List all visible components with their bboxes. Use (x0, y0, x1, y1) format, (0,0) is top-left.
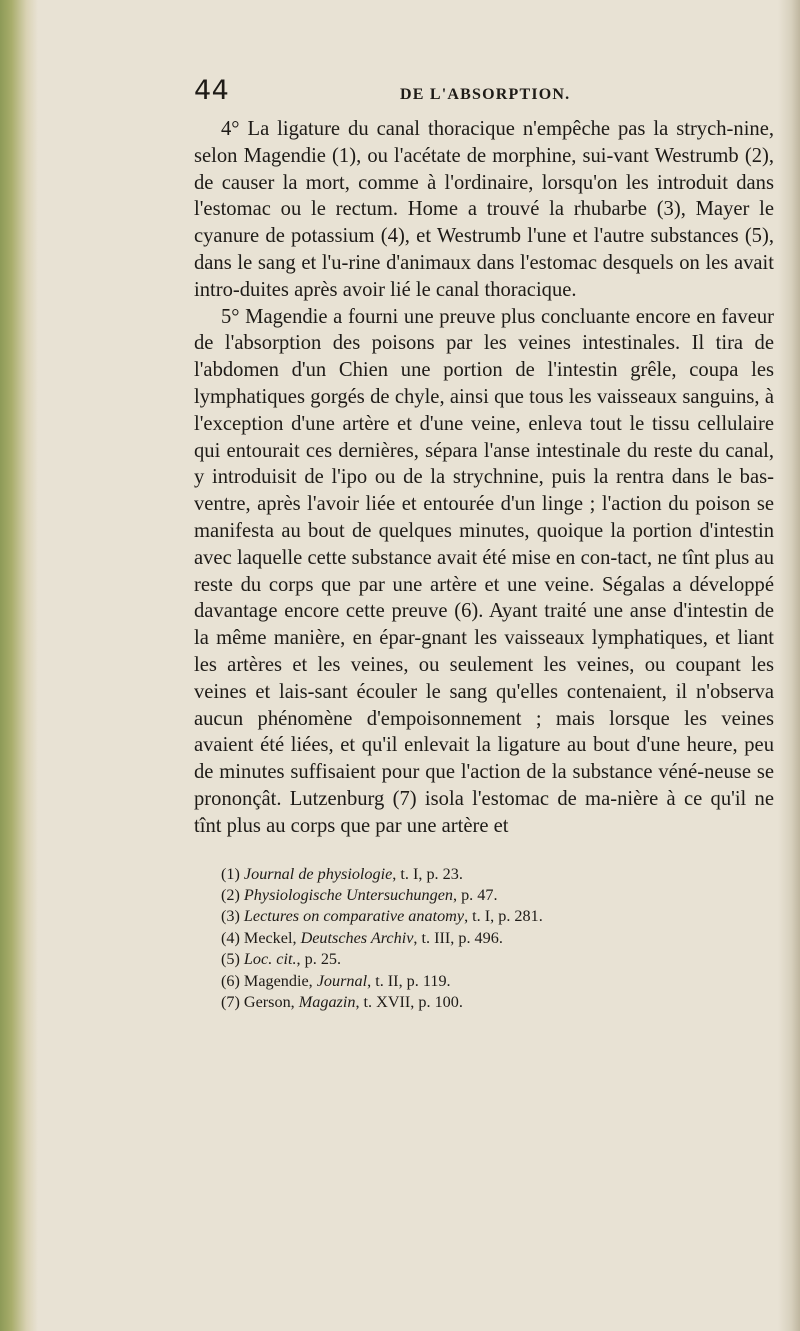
footnote-2: (2) Physiologische Untersuchungen, p. 47. (221, 885, 498, 904)
footnote-4: (4) Meckel, Deutsches Archiv, t. III, p. 496. (221, 928, 503, 947)
page-right-edge (778, 0, 800, 1331)
footnote-1: (1) Journal de physiologie, t. I, p. 23. (221, 864, 463, 883)
footnotes (194, 864, 774, 1014)
paragraph-ligature: 4° La ligature du canal thoracique n'empêche pas la strych-nine, selon Magendie (1), ou l'acétate de morphine, sui-vant Westrumb (2), de causer la mort, comme à l'ordinaire, lorsqu'on les introduit dans l'estomac ou le rectum. Home a trouvé la rhubarbe (3), Mayer le cyanure de potassium (4), et Westrumb l'une et l'autre substances (5), dans le sang et l'u-rine d'animaux dans l'estomac desquels on les avait intro-duites après avoir lié le canal thoracique. (194, 118, 774, 301)
running-head (194, 76, 774, 116)
paragraph-magendie: 5° Magendie a fourni une preuve plus concluante encore en faveur de l'absorption des poisons par les veines intestinales. Il tira de l'abdomen d'un Chien une portion de l'intestin grêle, coupa les lymphatiques gorgés de chyle, ainsi que tous les vaisseaux sanguins, à l'exception d'une artère et d'une veine, enleva tout le tissu cellulaire qui entourait ces dernières, sépara l'anse intestinale du reste du canal, y introduisit de l'ipo ou de la strychnine, puis la rentra dans le bas-ventre, après l'avoir liée et entourée d'un linge ; l'action du poison se manifesta au bout de quelques minutes, quoique la portion d'intestin avec laquelle cette substance avait été mise en con-tact, ne tînt plus au reste du corps que par une artère et une veine. Ségalas a développé davantage encore cette preuve (6). Ayant traité une anse d'intestin de la même manière, en épar-gnant les vaisseaux lymphatiques, et liant les artères et les veines, ou seulement les veines, ou coupant les veines et lais-sant écouler le sang qu'elles contenaient, il n'observa aucun phénomène d'empoisonnement ; mais lorsque les veines avaient été liées, et qu'il enlevait la ligature au bout d'une heure, peu de minutes suffisaient pour que l'action de la substance véné-neuse se prononçât. Lutzenburg (7) isola l'estomac de ma-nière à ce qu'il ne tînt plus au corps que par une artère et (194, 305, 774, 837)
footnote-5: (5) Loc. cit., p. 25. (221, 950, 342, 969)
running-title: DE L'ABSORPTION. (400, 86, 571, 103)
footnote-7: (7) Gerson, Magazin, t. XVII, p. 100. (221, 992, 463, 1011)
book-page (194, 76, 774, 1013)
footnote-6: (6) Magendie, Journal, t. II, p. 119. (221, 971, 451, 990)
page-number: 44 (194, 75, 230, 106)
footnote-3: (3) Lectures on comparative anatomy, t. I, p. 281. (221, 907, 543, 926)
book-binding-edge (0, 0, 38, 1331)
